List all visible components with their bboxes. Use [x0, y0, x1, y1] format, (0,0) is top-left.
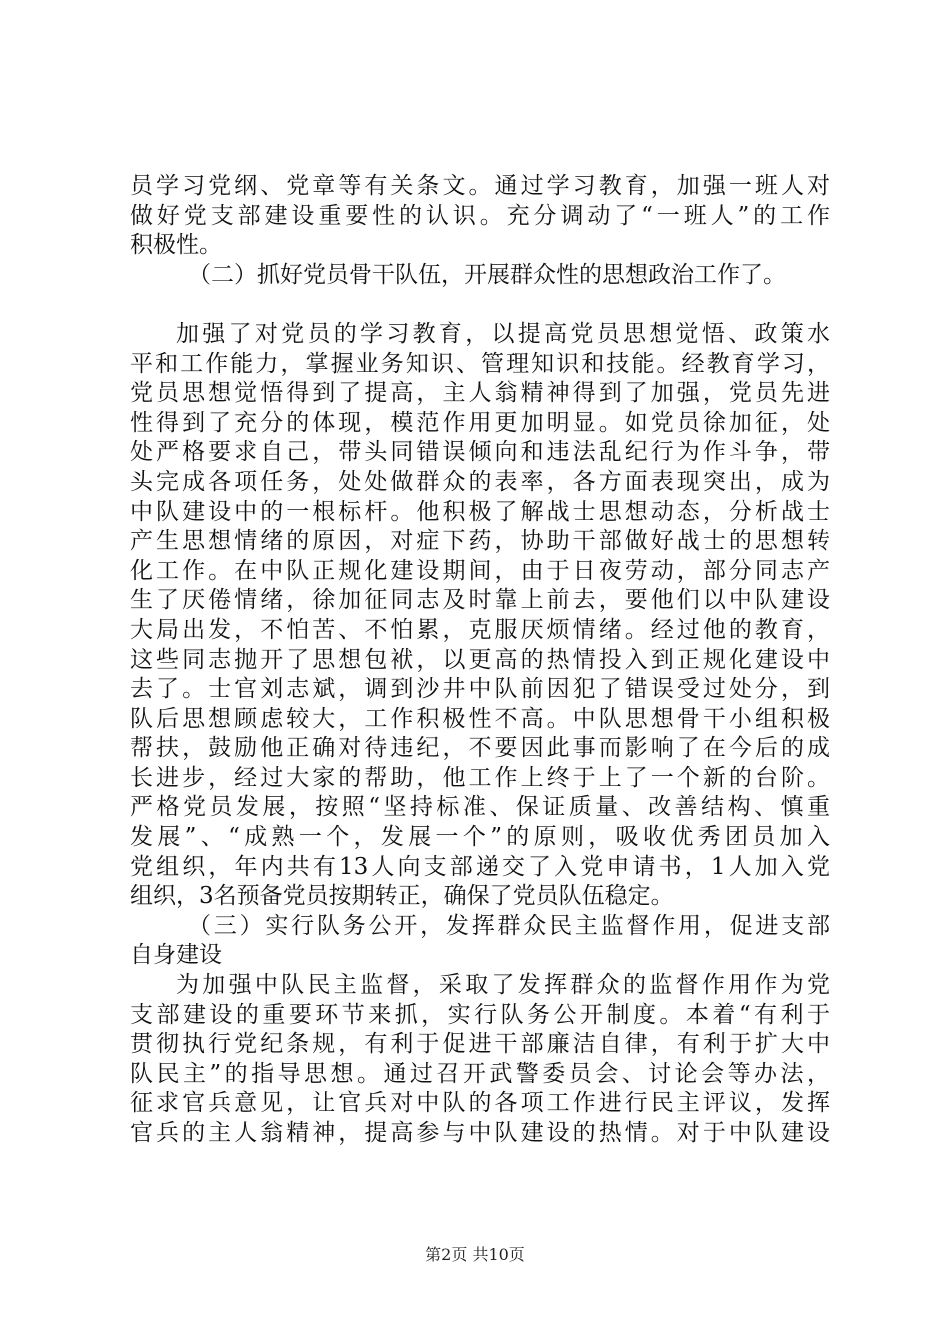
document-body [130, 172, 830, 1149]
text-line: 积极性。 [130, 232, 222, 259]
text-line: 化工作。在中队正规化建设期间，由于日夜劳动，部分同志产 [130, 557, 830, 584]
text-line: （三）实行队务公开，发挥群众民主监督作用，促进支部 [188, 912, 830, 939]
text-line: 这些同志抛开了思想包袱，以更高的热情投入到正规化建设中 [130, 646, 830, 673]
text-line: （二）抓好党员骨干队伍，开展群众性的思想政治工作了。 [188, 261, 786, 288]
text-line: 去了。士官刘志斌，调到沙井中队前因犯了错误受过处分，到 [130, 676, 830, 703]
text-line: 长进步，经过大家的帮助，他工作上终于上了一个新的台阶。 [130, 764, 830, 791]
text-line: 头完成各项任务，处处做群众的表率，各方面表现突出，成为 [130, 468, 830, 495]
text-line: 自身建设 [130, 942, 222, 969]
text-line: 发展”、“成熟一个，发展一个”的原则，吸收优秀团员加入 [130, 824, 830, 851]
text-line: 大局出发，不怕苦、不怕累，克服厌烦情绪。经过他的教育， [130, 616, 830, 643]
text-line: 员学习党纲、党章等有关条文。通过学习教育，加强一班人对 [130, 173, 830, 199]
blank-line [130, 290, 830, 320]
page-footer: 第2页 共10页 [425, 1245, 525, 1264]
text-line: 贯彻执行党纪条规，有利于促进干部廉洁自律，有利于扩大中 [130, 1031, 830, 1058]
text-line: 加强了对党员的学习教育，以提高党员思想觉悟、政策水 [176, 320, 830, 347]
text-line: 做好党支部建设重要性的认识。充分调动了“一班人”的工作 [130, 202, 830, 229]
text-line: 队民主”的指导思想。通过召开武警委员会、讨论会等办法， [130, 1060, 830, 1087]
text-line: 帮扶，鼓励他正确对待违纪，不要因此事而影响了在今后的成 [130, 735, 830, 762]
text-line: 征求官兵意见，让官兵对中队的各项工作进行民主评议，发挥 [130, 1090, 830, 1117]
text-line: 组织，3名预备党员按期转正，确保了党员队伍稳定。 [130, 883, 674, 910]
text-line: 性得到了充分的体现，模范作用更加明显。如党员徐加征，处 [130, 409, 830, 436]
text-line: 严格党员发展，按照“坚持标准、保证质量、改善结构、慎重 [130, 794, 830, 821]
text-line: 中队建设中的一根标杆。他积极了解战士思想动态，分析战士 [130, 498, 830, 525]
text-line: 支部建设的重要环节来抓，实行队务公开制度。本着“有利于 [130, 1001, 830, 1028]
text-line: 官兵的主人翁精神，提高参与中队建设的热情。对于中队建设 [130, 1120, 830, 1146]
text-line: 产生思想情绪的原因，对症下药，协助干部做好战士的思想转 [130, 528, 830, 555]
text-line: 队后思想顾虑较大，工作积极性不高。中队思想骨干小组积极 [130, 705, 830, 732]
text-line: 平和工作能力，掌握业务知识、管理知识和技能。经教育学习， [130, 350, 830, 377]
text-line: 党组织，年内共有13人向支部递交了入党申请书，1人加入党 [130, 853, 830, 880]
text-line: 处严格要求自己，带头同错误倾向和违法乱纪行为作斗争，带 [130, 439, 830, 466]
text-line: 生了厌倦情绪，徐加征同志及时靠上前去，要他们以中队建设 [130, 587, 830, 614]
text-line: 党员思想觉悟得到了提高，主人翁精神得到了加强，党员先进 [130, 380, 830, 407]
text-line: 为加强中队民主监督，采取了发挥群众的监督作用作为党 [176, 972, 830, 999]
